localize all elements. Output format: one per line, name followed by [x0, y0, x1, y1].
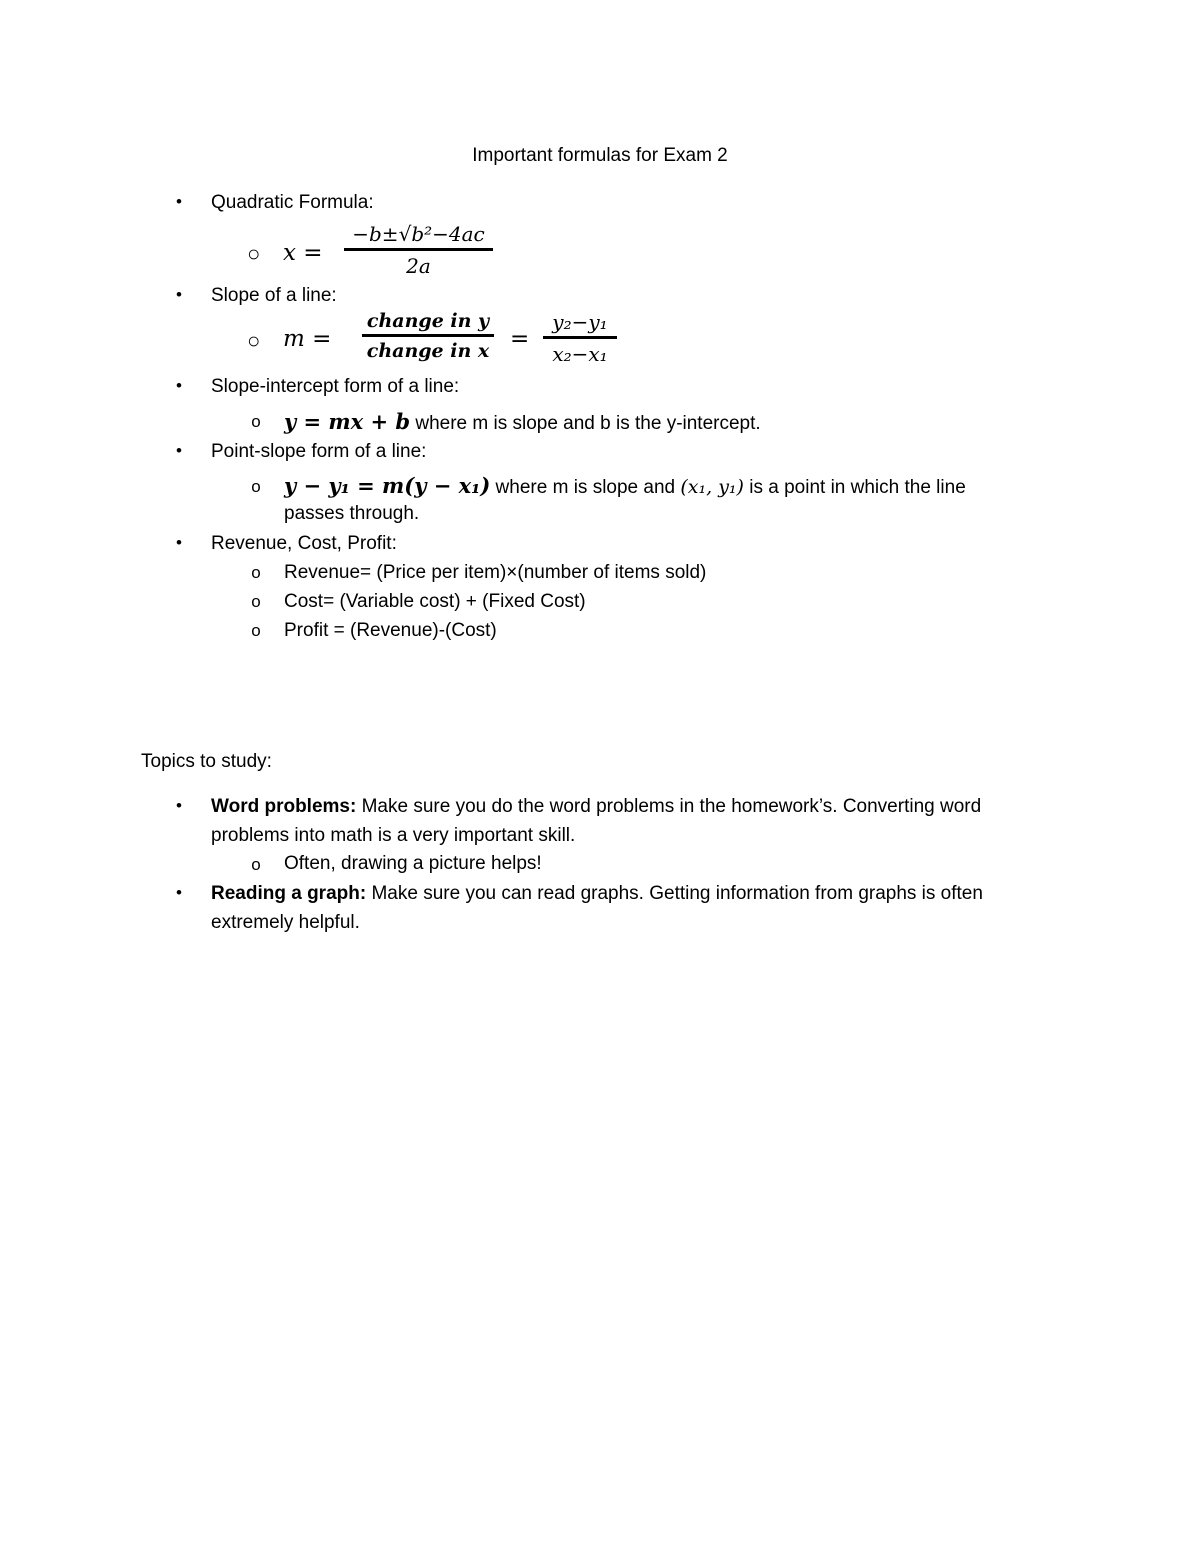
point-slope-label: Point-slope form of a line: — [211, 441, 427, 462]
point-slope-description-b: is a point in which the line — [743, 477, 966, 498]
fraction-bar — [362, 334, 494, 337]
point-slope-description-c: passes through. — [284, 503, 420, 524]
word-problems-tip: Often, drawing a picture helps! — [284, 853, 542, 874]
circle-bullet-icon: ○ — [247, 241, 261, 266]
bullet-icon: • — [176, 376, 182, 395]
point-slope-equation: y − y₁ = m(y − x₁) — [284, 473, 491, 498]
point-slope-line — [284, 473, 966, 499]
sub-bullet-icon: o — [251, 477, 261, 496]
topics-heading: Topics to study: — [141, 751, 272, 772]
bullet-icon: • — [176, 533, 182, 552]
slope-denominator-symbols: x₂−x₁ — [552, 342, 608, 366]
quadratic-fraction — [344, 222, 493, 278]
slope-lhs: m = — [283, 326, 332, 352]
page-title: Important formulas for Exam 2 — [472, 145, 728, 166]
bullet-icon: • — [176, 883, 182, 902]
bullet-icon: • — [176, 796, 182, 815]
cost-formula: Cost= (Variable cost) + (Fixed Cost) — [284, 591, 586, 612]
word-problems-text-2: problems into math is a very important skill. — [211, 825, 576, 846]
circle-bullet-icon: ○ — [247, 328, 261, 353]
bullet-icon: • — [176, 192, 182, 211]
profit-formula: Profit = (Revenue)-(Cost) — [284, 620, 497, 641]
slope-numerator-symbols: y₂−y₁ — [552, 310, 608, 334]
word-problems-text-1: Make sure you do the word problems in the homework’s. Converting word — [356, 796, 982, 817]
word-problems-heading: Word problems: — [211, 796, 357, 817]
quadratic-lhs: x = — [283, 240, 323, 266]
bullet-icon: • — [176, 285, 182, 304]
point-slope-description-a: where m is slope and — [490, 477, 681, 498]
quadratic-numerator: −b±√b²−4ac — [352, 222, 485, 246]
slope-intercept-line — [284, 409, 761, 435]
rcp-label: Revenue, Cost, Profit: — [211, 533, 397, 554]
reading-graph-text-1: Make sure you can read graphs. Getting information from graphs is often — [366, 883, 983, 904]
slope-intercept-equation: y = mx + b — [284, 409, 411, 434]
reading-graph-heading: Reading a graph: — [211, 883, 367, 904]
sub-bullet-icon: o — [251, 412, 261, 431]
slope-label: Slope of a line: — [211, 285, 337, 306]
revenue-formula: Revenue= (Price per item)×(number of items sold) — [284, 562, 707, 583]
fraction-bar — [344, 248, 493, 251]
slope-fraction-words — [362, 310, 494, 362]
sub-bullet-icon: o — [251, 855, 261, 874]
bullet-icon: • — [176, 441, 182, 460]
point-slope-point: (x₁, y₁) — [680, 476, 744, 498]
quadratic-label: Quadratic Formula: — [211, 192, 374, 213]
sub-bullet-icon: o — [251, 563, 261, 582]
sub-bullet-icon: o — [251, 592, 261, 611]
sub-bullet-icon: o — [251, 621, 261, 640]
slope-equals: = — [510, 326, 530, 352]
slope-intercept-label: Slope-intercept form of a line: — [211, 376, 460, 397]
fraction-bar — [543, 336, 617, 339]
reading-graph-text-2: extremely helpful. — [211, 912, 360, 933]
slope-fraction-symbols — [543, 310, 617, 366]
word-problems-line-1 — [211, 796, 981, 818]
slope-numerator-words: change in y — [366, 310, 490, 332]
slope-denominator-words: change in x — [366, 340, 490, 362]
reading-graph-line-1 — [211, 883, 983, 905]
slope-intercept-description: where m is slope and b is the y-intercept. — [410, 413, 761, 434]
quadratic-denominator: 2a — [406, 254, 431, 278]
